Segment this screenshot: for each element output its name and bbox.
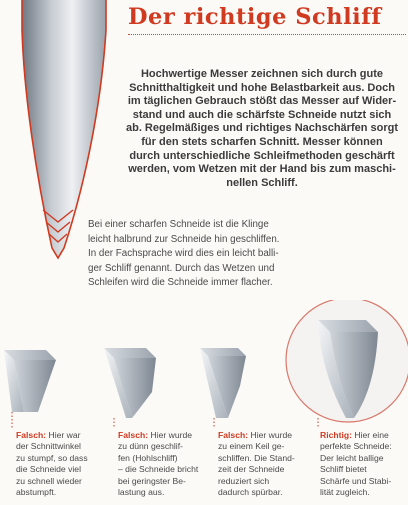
caption-line: fen (Hohlschliff): [118, 452, 178, 463]
caption-line: [320, 430, 406, 441]
caption-lead: Richtig:: [320, 430, 352, 440]
caption-line: abstumpft.: [16, 487, 57, 498]
caption-line: die Schneide viel: [16, 464, 81, 475]
caption-line: zu stumpf, so dass: [16, 452, 88, 463]
body-paragraph: [88, 218, 388, 291]
intro-line: Schnitthaltigkeit und hohe Belastbarkeit aus. Doch: [129, 81, 395, 94]
caption-text: Hier wurde: [248, 430, 293, 440]
edge-grind-diagram: [0, 300, 408, 430]
caption-line: [218, 430, 304, 441]
intro-line: nellen Schliff.: [226, 176, 298, 189]
edge-blunt-illustration: [4, 350, 56, 428]
caption-lead: Falsch:: [16, 430, 47, 440]
edge-wedge-illustration: [200, 348, 246, 428]
caption-line: [16, 430, 92, 441]
body-line: Schleifen wird die Schneide immer flacher.: [88, 277, 273, 289]
caption-lead: Falsch:: [218, 430, 249, 440]
caption-line: zeit der Schneide: [218, 464, 285, 475]
caption-line: [118, 430, 208, 441]
intro-line: im täglichen Gebrauch stößt das Messer auf Wider-: [127, 95, 397, 108]
caption-line: schliffen. Die Stand-: [218, 452, 295, 463]
intro-line: durch unterschiedliche Schleifmethoden geschärft: [129, 149, 395, 162]
intro-line: stand und auch die schärfste Schneide nutzt sich: [132, 108, 392, 121]
caption-line: der Schnittwinkel: [16, 441, 81, 452]
caption-line: Der leicht ballige: [320, 452, 384, 463]
intro-line: werden, vom Wetzen mit der Hand bis zum maschi-: [128, 163, 396, 176]
caption-correct: [320, 430, 406, 498]
caption-wedge: [218, 430, 304, 498]
caption-line: – die Schneide bricht: [118, 464, 199, 475]
caption-text: Hier wurde: [148, 430, 193, 440]
caption-line: lität zugleich.: [320, 487, 370, 498]
caption-text: Hier eine: [351, 430, 389, 440]
caption-line: perfekte Schneide:: [320, 441, 392, 452]
caption-line: Schärfe und Stabi-: [320, 475, 392, 486]
edge-correct-illustration: [286, 300, 408, 428]
caption-lead: Falsch:: [118, 430, 149, 440]
caption-line: zu schnell wieder: [16, 475, 82, 486]
page-title: Der richtige Schliff: [128, 4, 382, 30]
caption-line: zu einem Keil ge-: [218, 441, 285, 452]
caption-line: lastung aus.: [118, 487, 165, 498]
caption-blunt: [16, 430, 92, 498]
intro-line: Hochwertige Messer zeichnen sich durch gute: [140, 68, 384, 80]
caption-line: zu dünn geschlif-: [118, 441, 183, 452]
caption-line: dadurch spürbar.: [218, 487, 283, 498]
caption-line: reduziert sich: [218, 475, 270, 486]
edge-hollow-illustration: [104, 348, 156, 428]
intro-line: für den stets scharfen Schnitt. Messer können: [141, 135, 383, 148]
caption-line: bei geringster Be-: [118, 475, 186, 486]
caption-line: Schliff bietet: [320, 464, 367, 475]
intro-line: ab. Regelmäßiges und richtiges Nachschärfen sorgt: [125, 122, 398, 135]
caption-hollow: [118, 430, 208, 498]
body-line: ger Schliff genannt. Durch das Wetzen und: [88, 262, 275, 274]
body-line: Bei einer scharfen Schneide ist die Klinge: [88, 219, 269, 230]
body-line: In der Fachsprache wird dies ein leicht balli-: [88, 248, 279, 260]
caption-text: Hier war: [46, 430, 81, 440]
body-line: leicht halbrund zur Schneide hin geschliffen.: [88, 233, 280, 245]
intro-paragraph: [119, 68, 405, 190]
title-divider: [128, 34, 406, 35]
